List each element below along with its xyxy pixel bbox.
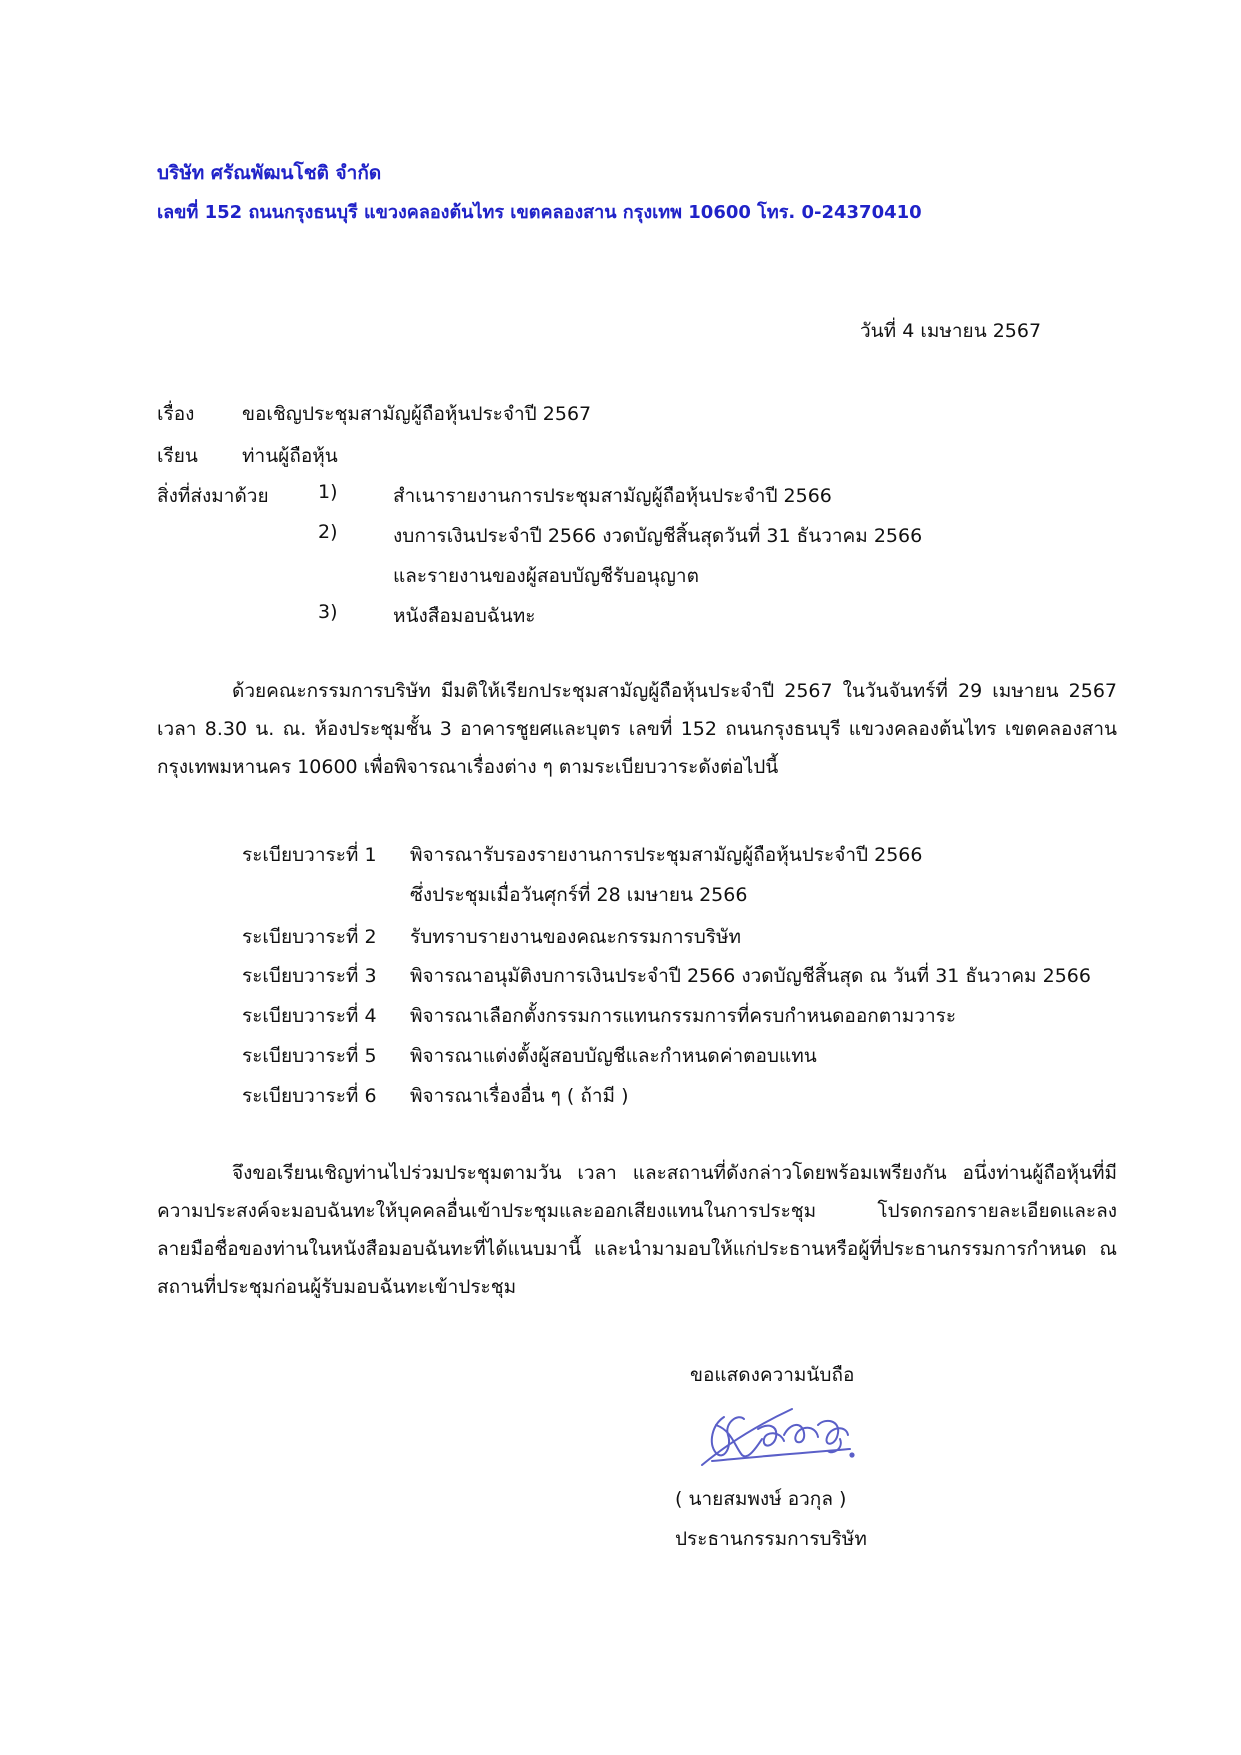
letter-date: วันที่ 4 เมษายน 2567	[860, 320, 1042, 342]
agenda-text: พิจารณารับรองรายงานการประชุมสามัญผู้ถือหุ้นประจำปี 2566	[410, 844, 923, 866]
intro-paragraph	[157, 672, 1117, 786]
closing-paragraph	[157, 1154, 1117, 1306]
company-name: บริษัท ศรัณพัฒนโชติ จำกัด	[157, 162, 382, 184]
agenda-text: รับทราบรายงานของคณะกรรมการบริษัท	[410, 926, 742, 948]
enclosure-text: หนังสือมอบฉันทะ	[393, 605, 536, 627]
closing-salutation: ขอแสดงความนับถือ	[690, 1364, 855, 1386]
company-address: เลขที่ 152 ถนนกรุงธนบุรี แขวงคลองต้นไทร เขตคลองสาน กรุงเทพ 10600 โทร. 0-24370410	[157, 202, 922, 223]
closing-paragraph-text: จึงขอเรียนเชิญท่านไปร่วมประชุมตามวัน เวลา และสถานที่ดังกล่าวโดยพร้อมเพรียงกัน อนึ่งท่านผู้ถือหุ้นที่มีความประสงค์จะมอบฉันทะให้บุคคลอื่นเข้าประชุมและออกเสียงแทนในการประชุม โปรดกรอกรายละเอียดและลงลายมือชื่อของท่านในหนังสือมอบฉันทะที่ได้แนบมานี้ และนำมามอบให้แก่ประธานหรือผู้ที่ประธานกรรมการกำหนด ณ สถานที่ประชุมก่อนผู้รับมอบฉันทะเข้าประชุม	[157, 1162, 1117, 1298]
agenda-label: ระเบียบวาระที่ 4	[242, 1005, 377, 1027]
agenda-label: ระเบียบวาระที่ 2	[242, 926, 377, 948]
recipient-label: เรียน	[157, 445, 198, 467]
signatory-name: ( นายสมพงษ์ อวกุล )	[675, 1488, 847, 1510]
signatory-title: ประธานกรรมการบริษัท	[675, 1528, 867, 1550]
agenda-text: พิจารณาอนุมัติงบการเงินประจำปี 2566 งวดบัญชีสิ้นสุด ณ วันที่ 31 ธันวาคม 2566	[410, 965, 1091, 987]
recipient-text: ท่านผู้ถือหุ้น	[242, 445, 338, 467]
agenda-label: ระเบียบวาระที่ 5	[242, 1045, 377, 1067]
subject-text: ขอเชิญประชุมสามัญผู้ถือหุ้นประจำปี 2567	[242, 403, 592, 425]
agenda-label: ระเบียบวาระที่ 6	[242, 1085, 377, 1107]
intro-paragraph-text: ด้วยคณะกรรมการบริษัท มีมติให้เรียกประชุมสามัญผู้ถือหุ้นประจำปี 2567 ในวันจันทร์ที่ 29 เมษายน 2567 เวลา 8.30 น. ณ. ห้องประชุมชั้น 3 อาคารชูยศและบุตร เลขที่ 152 ถนนกรุงธนบุรี แขวงคลองต้นไทร เขตคลองสาน กรุงเทพมหานคร 10600 เพื่อพิจารณาเรื่องต่าง ๆ ตามระเบียบวาระดังต่อไปนี้	[157, 680, 1117, 778]
enclosure-number: 2)	[318, 521, 338, 543]
enclosure-text: งบการเงินประจำปี 2566 งวดบัญชีสิ้นสุดวันที่ 31 ธันวาคม 2566	[393, 525, 923, 547]
enclosure-number: 1)	[318, 481, 338, 503]
enclosure-text: และรายงานของผู้สอบบัญชีรับอนุญาต	[393, 565, 699, 587]
subject-label: เรื่อง	[157, 403, 195, 425]
agenda-label: ระเบียบวาระที่ 1	[242, 844, 377, 866]
enclosures-label: สิ่งที่ส่งมาด้วย	[157, 485, 269, 507]
enclosure-number: 3)	[318, 601, 338, 623]
agenda-text: พิจารณาแต่งตั้งผู้สอบบัญชีและกำหนดค่าตอบแทน	[410, 1045, 817, 1067]
signature-image	[672, 1395, 872, 1475]
agenda-text: พิจารณาเรื่องอื่น ๆ ( ถ้ามี )	[410, 1085, 629, 1107]
agenda-text: ซึ่งประชุมเมื่อวันศุกร์ที่ 28 เมษายน 2566	[410, 884, 748, 906]
agenda-text: พิจารณาเลือกตั้งกรรมการแทนกรรมการที่ครบกำหนดออกตามวาระ	[410, 1005, 957, 1027]
agenda-label: ระเบียบวาระที่ 3	[242, 965, 377, 987]
enclosure-text: สำเนารายงานการประชุมสามัญผู้ถือหุ้นประจำปี 2566	[393, 485, 832, 507]
